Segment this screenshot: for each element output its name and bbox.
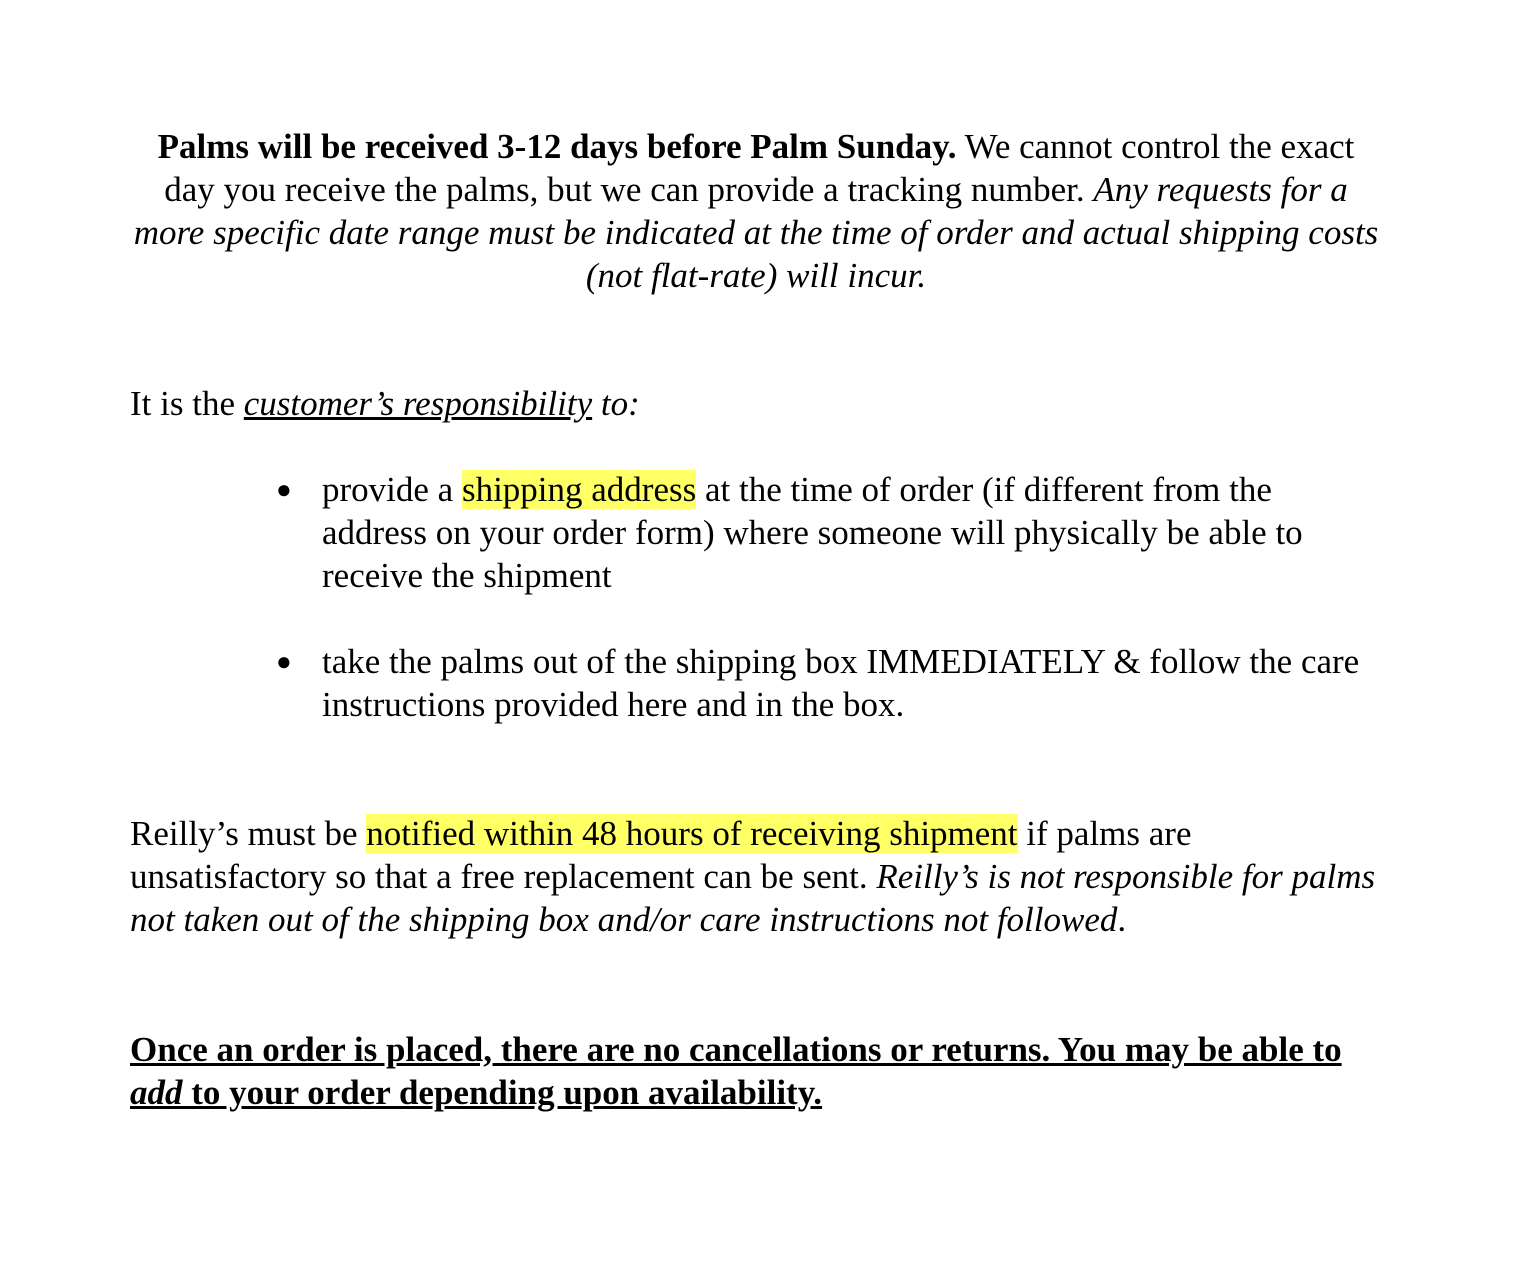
- responsibility-lead: It is the: [130, 384, 244, 423]
- policy-part-1: Once an order is placed, there are no cancellations or returns. You may be able to: [130, 1030, 1342, 1069]
- delivery-notice-italic: Any requests for a more specific date range must be indicated at the time of order and actual shipping costs (not flat-rate) will incur.: [133, 170, 1379, 295]
- policy-italic: add: [130, 1073, 183, 1112]
- cancellation-policy: [130, 1028, 1380, 1114]
- delivery-notice: [130, 125, 1382, 297]
- notification-highlight: notified within 48 hours of receiving shipment: [366, 814, 1018, 853]
- responsibility-emphasis: customer’s responsibility: [243, 384, 593, 423]
- responsibility-list: [0, 468, 1520, 726]
- bullet-icon: ●: [276, 647, 292, 676]
- delivery-notice-text: We cannot control the exact day you receive the palms, but we can provide a tracking number.: [164, 127, 1355, 209]
- bullet-1-before: provide a: [322, 470, 462, 509]
- delivery-notice-bold: Palms will be received 3-12 days before Palm Sunday.: [157, 127, 957, 166]
- notification-policy: [130, 812, 1380, 941]
- bullet-1-highlight: shipping address: [461, 470, 697, 509]
- notification-mid: if palms are unsatisfactory so that a free replacement can be sent.: [130, 814, 1192, 896]
- policy-part-2: to your order depending upon availability.: [182, 1073, 823, 1112]
- notification-lead: Reilly’s must be: [130, 814, 367, 853]
- bullet-1-after: at the time of order (if different from the address on your order form) where someone will physically be able to receive the shipment: [322, 470, 1303, 595]
- notification-italic: Reilly’s is not responsible for palms not taken out of the shipping box and/or care instructions not followed: [130, 857, 1376, 939]
- responsibility-tail: to:: [592, 384, 640, 423]
- notification-end: .: [1117, 900, 1127, 939]
- list-item: [0, 640, 1372, 726]
- bullet-icon: ●: [276, 475, 292, 504]
- list-item: [0, 468, 1372, 597]
- bullet-2-text: take the palms out of the shipping box IMMEDIATELY & follow the care instructions provided here and in the box.: [322, 642, 1360, 724]
- responsibility-intro: [130, 382, 1380, 425]
